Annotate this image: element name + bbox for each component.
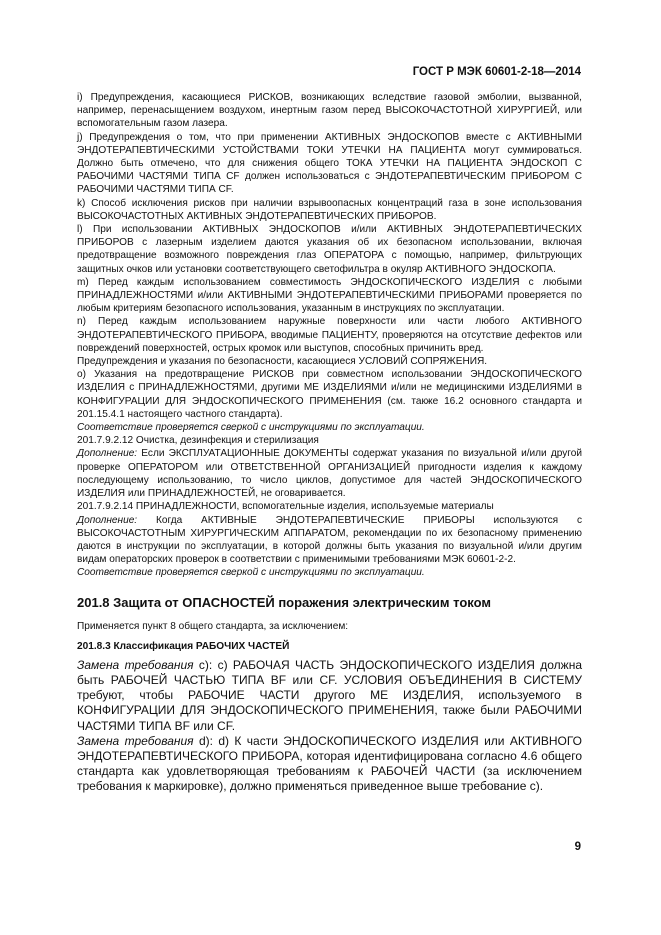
replacement-label: Замена требования <box>77 733 194 748</box>
section-intro: Применяется пункт 8 общего стандарта, за исключением: <box>77 620 349 632</box>
addition-label: Дополнение: <box>77 448 138 460</box>
addition-paragraph-2 <box>77 514 582 567</box>
subsection-heading-201-8-3: 201.8.3 Классификация РАБОЧИХ ЧАСТЕЙ <box>77 640 290 652</box>
paragraph-m: m) Перед каждым использованием совместимость ЭНДОСКОПИЧЕСКОГО ИЗДЕЛИЯ с любыми ПРИНАДЛЕЖНОСТЯМИ и/или АКТИВНЫМИ ЭНДОТЕРАПЕВТИЧЕСКИМИ ПРИБОРАМИ проверяется по любым критериям безопасного использования, указанным в инструкциях по эксплуатации. <box>77 276 582 315</box>
document-header: ГОСТ Р МЭК 60601-2-18—2014 <box>412 66 581 78</box>
replacement-c-paragraph <box>77 658 582 734</box>
subclause-7-9-2-14: 201.7.9.2.14 ПРИНАДЛЕЖНОСТИ, вспомогательные изделия, используемые материалы <box>77 501 494 513</box>
replacement-d-text: d): d) К части ЭНДОСКОПИЧЕСКОГО ИЗДЕЛИЯ или АКТИВНОГО ЭНДОТЕРАПЕВТИЧЕСКОГО ПРИБОРА, которая идентифицирована согласно 4.6 общего стандарта как удовлетворяющая требованиям к РАБОЧЕЙ ЧАСТИ (за исключением требования к маркировке), должно применяться приведенное выше требование с). <box>77 733 582 794</box>
replacement-d-paragraph <box>77 734 582 795</box>
addition-text-1: Если ЭКСПЛУАТАЦИОННЫЕ ДОКУМЕНТЫ содержат указания по визуальной и/или другой проверке ОПЕРАТОРОМ или ОТВЕТСТВЕННОЙ ОРГАНИЗАЦИЕЙ пригодности изделия к каждому последующему использованию, то число циклов, допустимое для частей ЭНДОСКОПИЧЕСКОГО ИЗДЕЛИЯ или ПРИНАДЛЕЖНОСТЕЙ, не оговаривается. <box>77 448 582 500</box>
compliance-note-1: Соответствие проверяется сверкой с инструкциями по эксплуатации. <box>77 422 425 434</box>
compliance-note-2: Соответствие проверяется сверкой с инструкциями по эксплуатации. <box>77 567 425 579</box>
paragraph-n: n) Перед каждым использованием наружные поверхности или части любого АКТИВНОГО ЭНДОТЕРАПЕВТИЧЕСКОГО ПРИБОРА, вводимые ПАЦИЕНТУ, проверяются на отсутствие дефектов или повреждений поверхностей, острых кромок или выступов, способных причинить вред. <box>77 316 582 354</box>
section-heading-201-8: 201.8 Защита от ОПАСНОСТЕЙ поражения электрическим током <box>77 594 492 610</box>
addition-paragraph-1 <box>77 447 582 500</box>
paragraph-k: k) Способ исключения рисков при наличии взрывоопасных концентраций газа в зоне использования ВЫСОКОЧАСТОТНЫХ АКТИВНЫХ ЭНДОТЕРАПЕВТИЧЕСКИХ ПРИБОРОВ. <box>77 197 582 222</box>
replacement-label: Замена требования <box>77 657 194 672</box>
replacement-c-text: с): с) РАБОЧАЯ ЧАСТЬ ЭНДОСКОПИЧЕСКОГО ИЗДЕЛИЯ должна быть РАБОЧЕЙ ЧАСТЬЮ ТИПА BF или CF. УСЛОВИЯ ОБЪЕДИНЕНИЯ В СИСТЕМУ требуют, чтобы РАБОЧИЕ ЧАСТИ другого МЕ ИЗДЕЛИЯ, используемого в КОНФИГУРАЦИИ ДЛЯ ЭНДОСКОПИЧЕСКОГО ПРИМЕНЕНИЯ, также были РАБОЧИМИ ЧАСТЯМИ ТИПА BF или CF. <box>77 657 583 733</box>
paragraph-o: о) Указания на предотвращение РИСКОВ при совместном использовании ЭНДОСКОПИЧЕСКОГО ИЗДЕЛИЯ с ПРИНАДЛЕЖНОСТЯМИ, другими МЕ ИЗДЕЛИЯМИ и/или не медицинскими ИЗДЕЛИЯМИ в КОНФИГУРАЦИИ ДЛЯ ЭНДОСКОПИЧЕСКОГО ПРИМЕНЕНИЯ (см. также 16.2 основного стандарта и 201.15.4.1 настоящего частного стандарта). <box>77 369 582 420</box>
addition-label: Дополнение: <box>77 514 138 526</box>
page-number: 9 <box>574 841 581 853</box>
subclause-7-9-2-12: 201.7.9.2.12 Очистка, дезинфекция и стерилизация <box>77 435 319 447</box>
paragraph-j: j) Предупреждения о том, что при применении АКТИВНЫХ ЭНДОСКОПОВ вместе с АКТИВНЫМИ ЭНДОТЕРАПЕВТИЧЕСКИМИ УСТОЙСТВАМИ ТОКИ УТЕЧКИ НА ПАЦИЕНТА могут суммироваться. Должно быть отмечено, что для снижения общего ТОКА УТЕЧКИ НА ПАЦИЕНТА ЭНДОСКОП С РАБОЧИМИ ЧАСТЯМИ ТИПА CF должен использоваться с ЭНДОТЕРАПЕВТИЧЕСКИМ ПРИБОРОМ С РАБОЧИМИ ЧАСТЯМИ ТИПА CF. <box>77 131 582 196</box>
addition-text-2: Когда АКТИВНЫЕ ЭНДОТЕРАПЕВТИЧЕСКИЕ ПРИБОРЫ используются с ВЫСОКОЧАСТОТНЫМ ХИРУРГИЧЕСКИМ АППАРАТОМ, рекомендации по их безопасному применению даются в инструкции по эксплуатации, в которой должны быть указания по визуальной и/или другим видам операторских проверок в соответствии с применимыми требованиями МЭК 60601-2-2. <box>77 514 582 566</box>
paragraph-safety-note: Предупреждения и указания по безопасности, касающиеся УСЛОВИЙ СОПРЯЖЕНИЯ. <box>77 356 488 368</box>
paragraph-l: l) При использовании АКТИВНЫХ ЭНДОСКОПОВ и/или АКТИВНЫХ ЭНДОТЕРАПЕВТИЧЕСКИХ ПРИБОРОВ с лазерным изделием даются указания об их безопасном использовании, включая предотвращение возможного повреждения глаз ОПЕРАТОРА с помощью, например, фильтрующих защитных очков или установки соответствующего светофильтра в окуляр АКТИВНОГО ЭНДОСКОПА. <box>77 224 582 275</box>
page-body <box>77 91 582 795</box>
paragraph-i: i) Предупреждения, касающиеся РИСКОВ, возникающих вследствие газовой эмболии, вызванной, например, перенасыщением воздухом, инертным газом перед ВЫСОКОЧАСТОТНОЙ ХИРУРГИЕЙ, или вспомогательным газом лазера. <box>77 92 582 130</box>
